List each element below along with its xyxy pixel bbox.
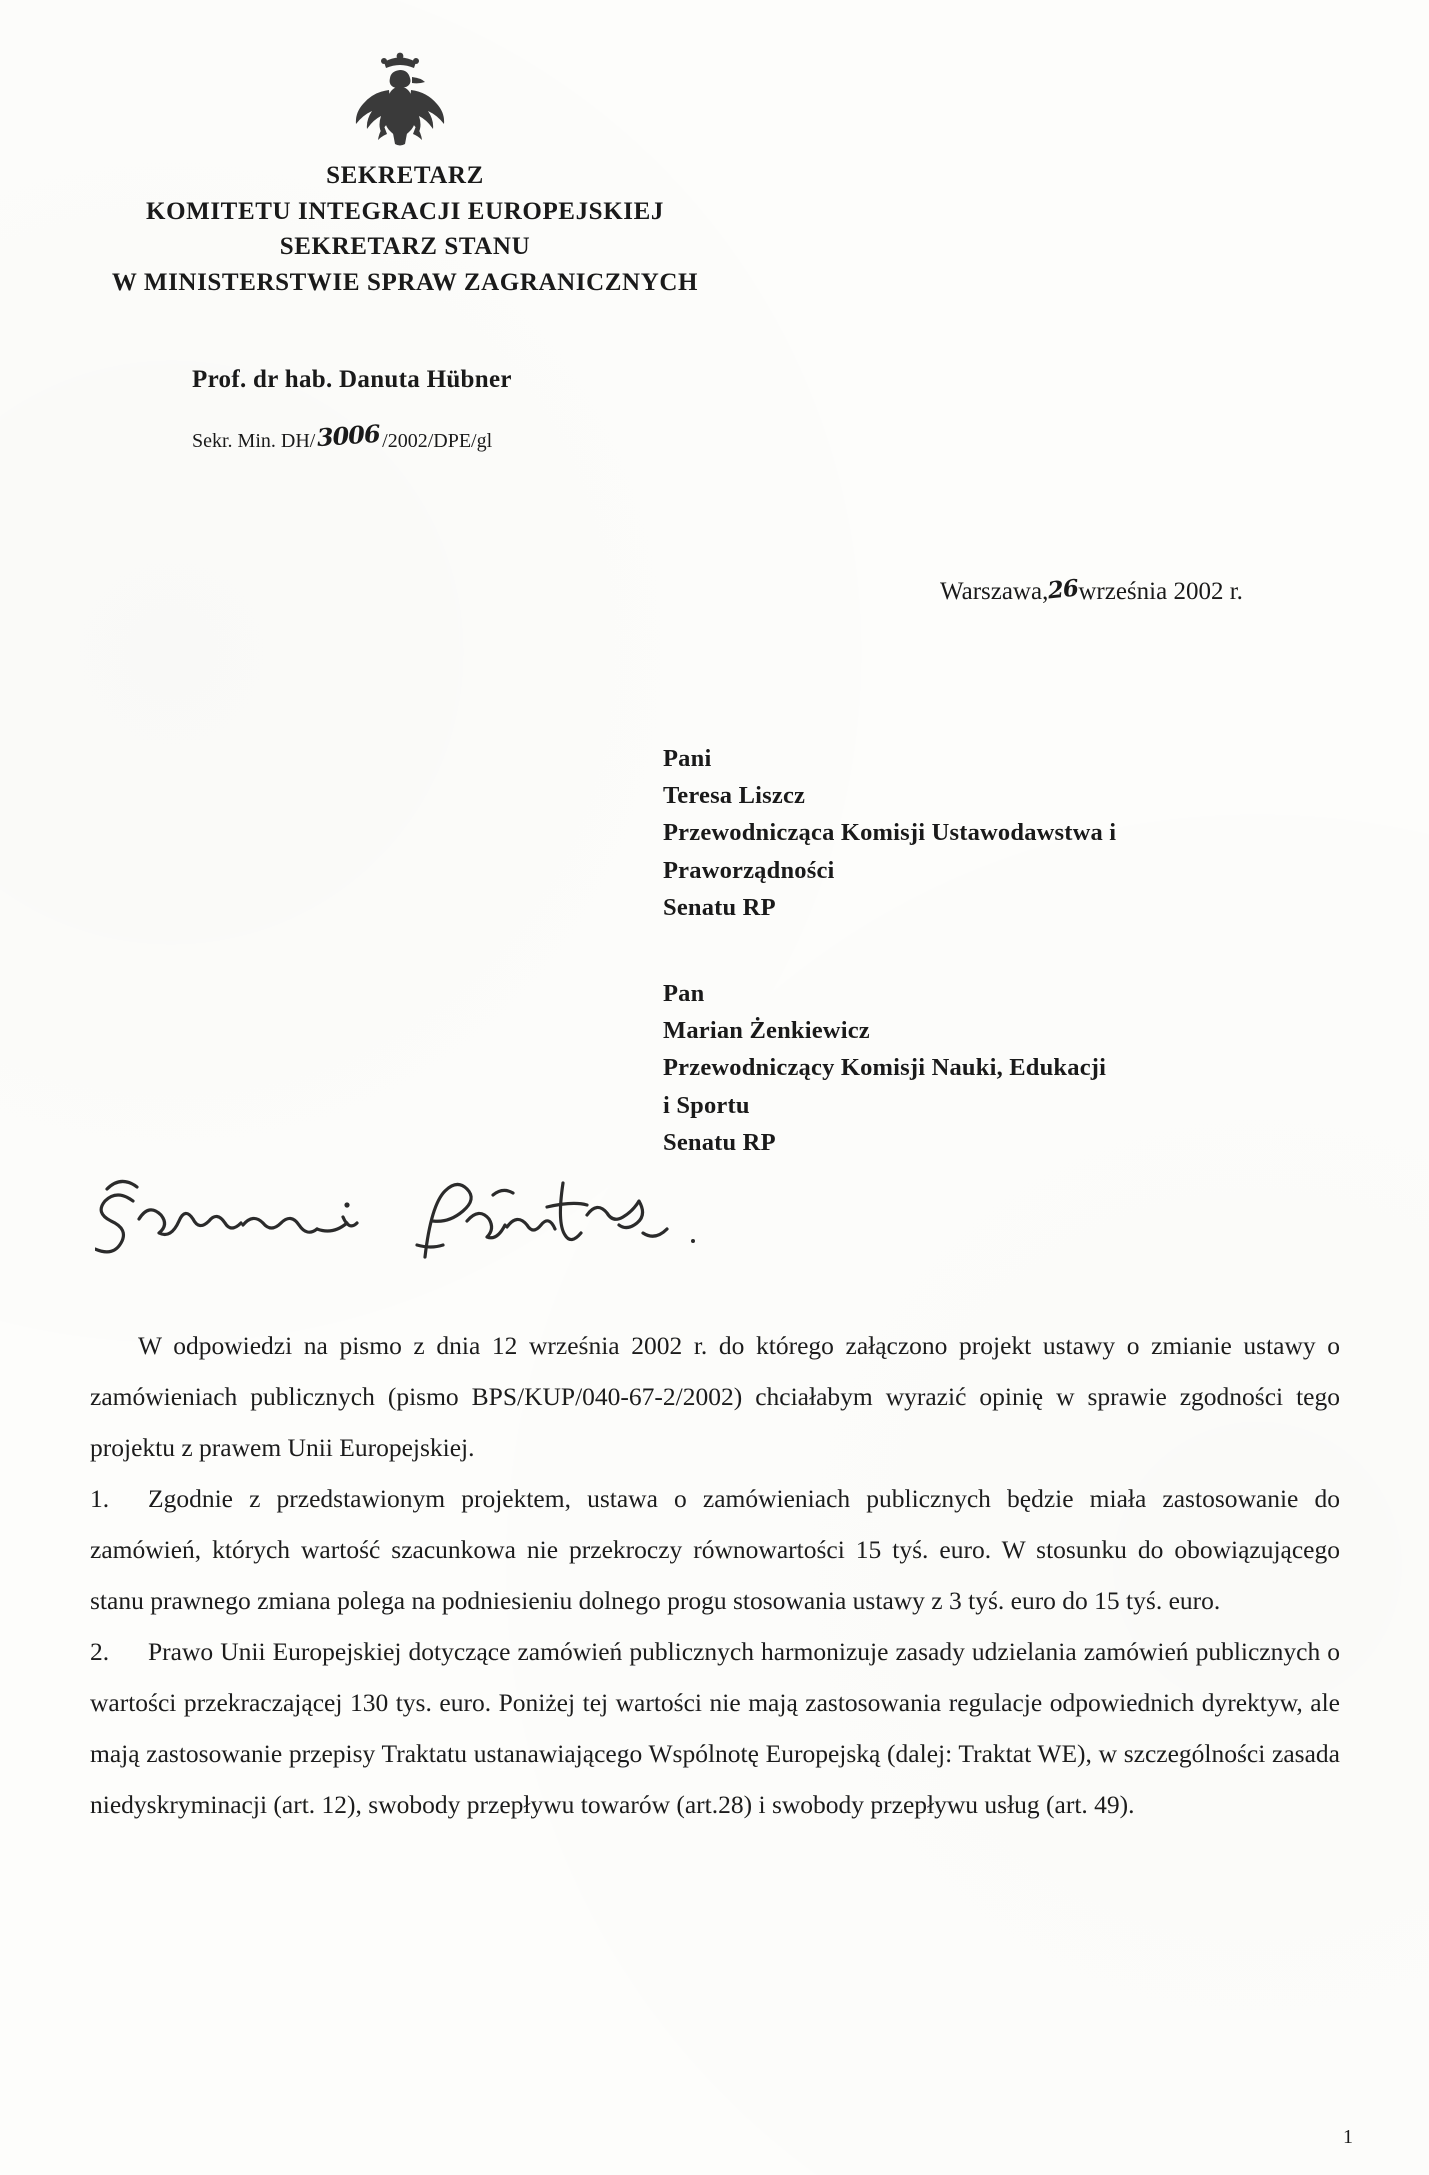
letterhead-line-1: SEKRETARZ <box>326 162 484 189</box>
letter-body <box>90 1320 1340 1830</box>
place-and-date <box>940 574 1243 606</box>
sender-name: Prof. dr hab. Danuta Hübner <box>192 366 512 393</box>
reference-line <box>192 418 493 453</box>
handwritten-salutation <box>95 1155 815 1265</box>
letterhead-line-2: KOMITETU INTEGRACJI EUROPEJSKIEJ <box>146 197 664 225</box>
paragraph-2-text: Prawo Unii Europejskiej dotyczące zamówień publicznych harmonizuje zasady udzielania zamówień publicznych o wartości przekraczającej 130 tys. euro. Poniżej tej wartości nie mają zastosowania regulacje odpowiednich dyrektyw, ale mają zastosowanie przepisy Traktatu ustanawiającego Wspólnotę Europejską (dalej: Traktat WE), w szczególności zasada niedyskryminacji (art. 12), swobody przepływu towarów (art.28) i swobody przepływu usług (art. 49). <box>90 1637 1340 1819</box>
paragraph-point-2 <box>90 1626 1340 1830</box>
date-handwritten-day: 26 <box>1046 574 1080 605</box>
addressee-1-line-4: Praworządności <box>663 856 835 884</box>
reference-prefix: Sekr. Min. DH/ <box>192 430 316 452</box>
place-label: Warszawa, <box>940 578 1049 605</box>
reference-handwritten-number: 3006 <box>316 418 381 453</box>
letterhead-line-3: SEKRETARZ STANU <box>279 233 531 260</box>
page-number: 1 <box>1343 2126 1353 2148</box>
letterhead-line-4: W MINISTERSTWIE SPRAW ZAGRANICZNYCH <box>111 268 699 296</box>
date-rest: września 2002 r. <box>1078 578 1243 605</box>
paragraph-2-number: 2. <box>90 1637 110 1666</box>
paragraph-1-number: 1. <box>90 1484 110 1513</box>
addressee-1-line-1: Pani <box>663 745 712 772</box>
addressee-2-line-3: Przewodniczący Komisji Nauki, Edukacji <box>663 1054 1107 1082</box>
paragraph-1-text: Zgodnie z przedstawionym projektem, ustawa o zamówieniach publicznych będzie miała zastosowanie do zamówień, których wartość szacunkowa nie przekroczy równowartości 15 tyś. euro. W stosunku do obowiązującego stanu prawnego zmiana polega na podniesieniu dolnego progu stosowania ustawy z 3 tyś. euro do 15 tyś. euro. <box>90 1484 1340 1615</box>
addressee-2-line-2: Marian Żenkiewicz <box>663 1017 870 1045</box>
addressee-2-line-4: i Sportu <box>663 1091 750 1119</box>
letterhead <box>0 158 810 300</box>
addressee-1-line-3: Przewodnicząca Komisji Ustawodawstwa i <box>663 819 1117 847</box>
addressee-2-line-5: Senatu RP <box>663 1128 776 1156</box>
addressee-block-1 <box>663 740 1116 926</box>
addressee-1-line-5: Senatu RP <box>663 893 776 921</box>
addressee-2-line-1: Pan <box>663 980 705 1007</box>
reference-suffix: /2002/DPE/gl <box>382 430 493 452</box>
addressee-block-2 <box>663 975 1106 1161</box>
polish-eagle-emblem <box>340 42 460 154</box>
paragraph-point-1 <box>90 1473 1340 1626</box>
addressee-1-line-2: Teresa Liszcz <box>663 782 806 810</box>
paragraph-intro: W odpowiedzi na pismo z dnia 12 września 2002 r. do którego załączono projekt ustawy o zmianie ustawy o zamówieniach publicznych (pismo BPS/KUP/040-67-2/2002) chciałabym wyrazić opinię w sprawie zgodności tego projektu z prawem Unii Europejskiej. <box>90 1331 1340 1462</box>
